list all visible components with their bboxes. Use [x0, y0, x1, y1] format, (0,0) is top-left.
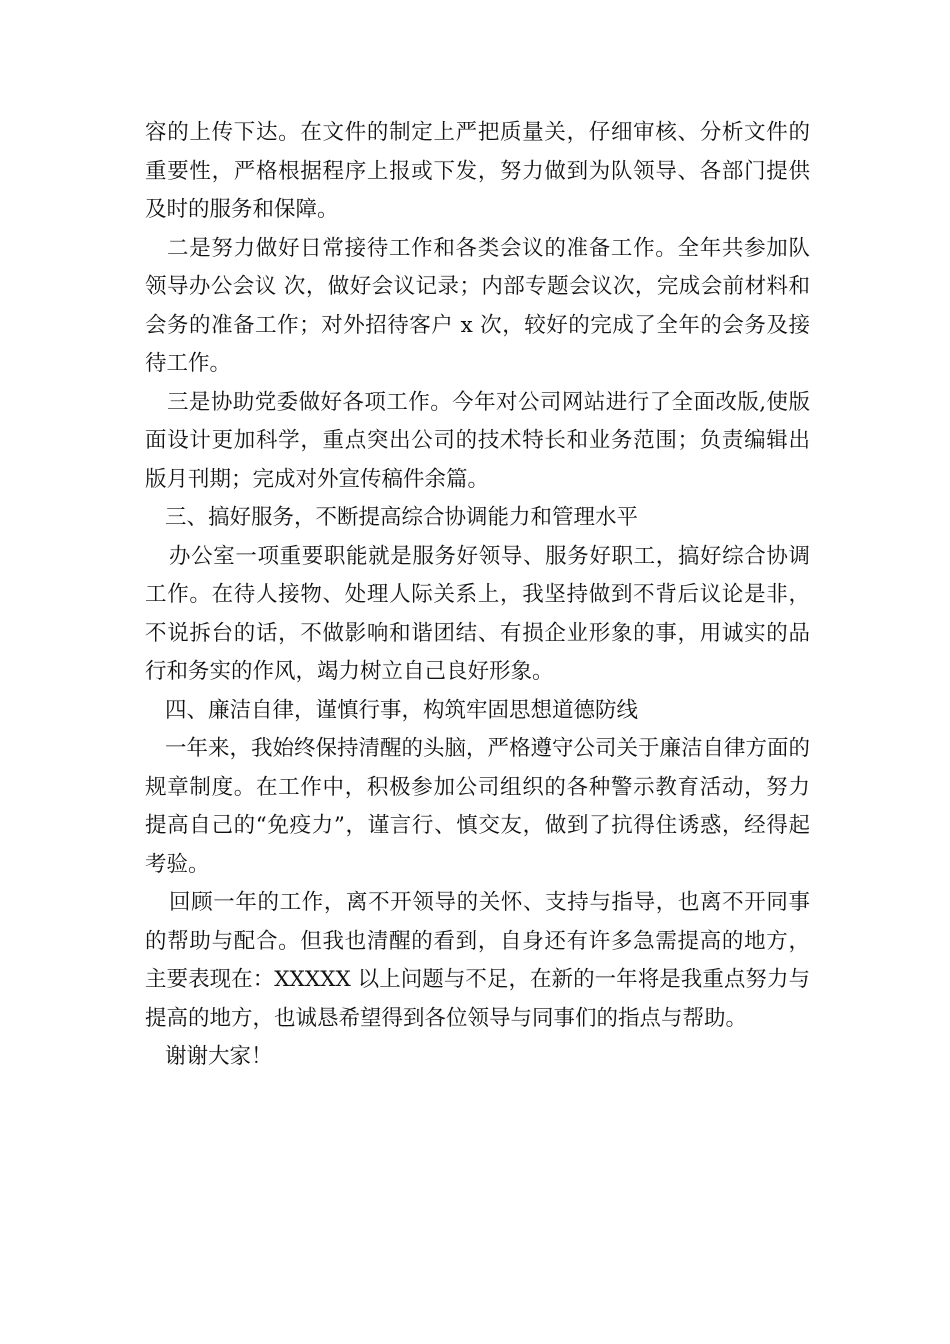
paragraph-thanks: 谢谢大家！ [165, 1044, 273, 1069]
document-body [145, 114, 810, 1077]
section-heading-service: 三、搞好服务，不断提高综合协调能力和管理水平 [165, 505, 639, 530]
paragraph-review: 回顾一年的工作，离不开领导的关怀、支持与指导，也离不开同事的帮助与配合。但我也清醒的看到，自身还有许多急需提高的地方，主要表现在：XXXXX 以上问题与不足，在新的一年将是我重点努力与提高的地方，也诚恳希望得到各位领导与同事们的指点与帮助。 [145, 890, 810, 1031]
paragraph-party-website: 三是协助党委做好各项工作。今年对公司网站进行了全面改版,使版面设计更加科学，重点突出公司的技术特长和业务范围；负责编辑出版月刊期；完成对外宣传稿件余篇。 [145, 389, 810, 492]
paragraph-coordination: 办公室一项重要职能就是服务好领导、服务好职工，搞好综合协调工作。在待人接物、处理人际关系上，我坚持做到不背后议论是非，不说拆台的话，不做影响和谐团结、有损企业形象的事，用诚实的品行和务实的作风，竭力树立自己良好形象。 [145, 543, 810, 684]
paragraph-self-discipline: 一年来，我始终保持清醒的头脑，严格遵守公司关于廉洁自律方面的规章制度。在工作中，积极参加公司组织的各种警示教育活动，努力提高自己的“免疫力”，谨言行、慎交友，做到了抗得住诱惑，经得起考验。 [145, 736, 811, 877]
section-heading-integrity: 四、廉洁自律，谨慎行事，构筑牢固思想道德防线 [165, 697, 639, 723]
paragraph-reception-meetings: 二是努力做好日常接待工作和各类会议的准备工作。全年共参加队领导办公会议 次，做好会议记录；内部专题会议次，完成会前材料和会务的准备工作；对外招待客户 x 次，较好的完成了全年的会务及接待工作。 [145, 235, 810, 376]
paragraph-continued-duties: 容的上传下达。在文件的制定上严把质量关，仔细审核、分析文件的重要性，严格根据程序上报或下发，努力做到为队领导、各部门提供及时的服务和保障。 [145, 120, 810, 222]
